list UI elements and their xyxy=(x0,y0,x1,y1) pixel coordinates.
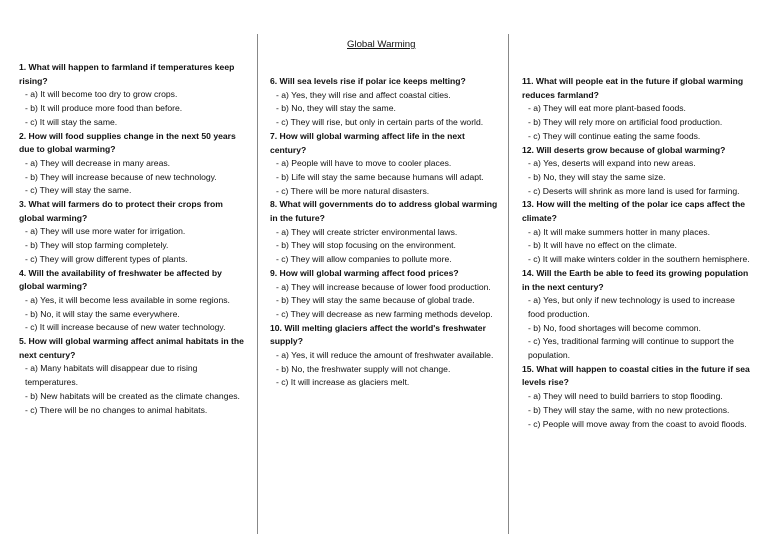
question-text: 4. Will the availability of freshwater be affected by global warming? xyxy=(19,267,222,292)
question-block xyxy=(522,363,750,432)
answer-option: - a) It will make summers hotter in many places. xyxy=(528,226,710,237)
question-text: 12. Will deserts grow because of global warming? xyxy=(522,144,726,155)
question-block xyxy=(19,267,247,336)
answer-option: - c) Deserts will shrink as more land is used for farming. xyxy=(528,185,740,196)
answer-option: - c) It will make winters colder in the southern hemisphere. xyxy=(528,254,750,265)
question-text: 5. How will global warming affect animal habitats in the next century? xyxy=(19,336,244,360)
question-block xyxy=(270,267,498,322)
question-block xyxy=(19,198,247,267)
answer-option: - b) They will stop focusing on the environment. xyxy=(276,240,456,251)
question-block xyxy=(522,198,750,267)
question-block xyxy=(19,61,247,130)
answer-option: - b) Life will stay the same because humans will adapt. xyxy=(276,171,484,182)
column-1 xyxy=(19,61,247,417)
question-text: 3. What will farmers do to protect their crops from global warming? xyxy=(19,199,223,223)
answer-option: - b) It will have no effect on the climate. xyxy=(528,240,677,251)
answer-option: - b) No, they will stay the same. xyxy=(276,103,396,114)
question-block xyxy=(19,335,247,417)
question-text: 6. Will sea levels rise if polar ice keeps melting? xyxy=(270,76,466,86)
answer-option: - c) They will stay the same. xyxy=(25,185,132,196)
answer-option: - a) They will need to build barriers to stop flooding. xyxy=(528,391,723,402)
answer-option: - b) No, they will stay the same size. xyxy=(528,171,666,182)
answer-option: - b) No, it will stay the same everywhere. xyxy=(25,308,180,319)
question-text: 9. How will global warming affect food prices? xyxy=(270,267,459,278)
answer-option: - b) They will stay the same because of global trade. xyxy=(276,295,475,306)
answer-option: - a) They will increase because of lower food production. xyxy=(276,281,491,292)
answer-option: - b) No, the freshwater supply will not change. xyxy=(276,363,451,374)
answer-option: - c) They will continue eating the same foods. xyxy=(528,130,701,141)
question-block xyxy=(270,198,498,267)
answer-option: - b) They will stop farming completely. xyxy=(25,240,169,251)
question-block xyxy=(270,322,498,391)
question-block xyxy=(270,130,498,199)
answer-option: - c) They will rise, but only in certain parts of the world. xyxy=(276,117,484,128)
question-block xyxy=(522,75,750,144)
answer-option: - c) It will stay the same. xyxy=(25,116,118,127)
answer-option: - c) They will decrease as new farming methods develop. xyxy=(276,308,493,319)
answer-option: - c) Yes, traditional farming will continue to support the population. xyxy=(528,336,734,361)
question-text: 15. What will happen to coastal cities in the future if sea levels rise? xyxy=(522,363,750,388)
answer-option: - b) New habitats will be created as the climate changes. xyxy=(25,390,240,401)
page-title: Global Warming xyxy=(347,39,416,50)
question-text: 14. Will the Earth be able to feed its growing population in the next century? xyxy=(522,267,749,292)
column-2 xyxy=(270,75,498,390)
answer-option: - a) Yes, it will become less available in some regions. xyxy=(25,294,230,305)
question-text: 1. What will happen to farmland if temperatures keep rising? xyxy=(19,62,235,86)
answer-option: - b) No, food shortages will become common. xyxy=(528,322,701,333)
answer-option: - a) Yes, they will rise and affect coastal cities. xyxy=(276,89,451,100)
answer-option: - a) Yes, deserts will expand into new areas. xyxy=(528,158,696,169)
answer-option: - a) People will have to move to cooler places. xyxy=(276,158,452,169)
question-block xyxy=(522,267,750,363)
answer-option: - a) Yes, it will reduce the amount of freshwater available. xyxy=(276,350,494,361)
answer-option: - a) They will decrease in many areas. xyxy=(25,157,171,168)
answer-option: - c) There will be more natural disasters. xyxy=(276,185,430,196)
answer-option: - a) It will become too dry to grow crops. xyxy=(25,89,178,100)
answer-option: - a) They will create stricter environmental laws. xyxy=(276,226,458,237)
question-block xyxy=(270,75,498,130)
question-block xyxy=(522,144,750,199)
answer-option: - c) People will move away from the coast to avoid floods. xyxy=(528,418,747,429)
answer-option: - b) They will stay the same, with no new protections. xyxy=(528,404,730,415)
question-text: 10. Will melting glaciers affect the world's freshwater supply? xyxy=(270,322,486,347)
question-text: 13. How will the melting of the polar ice caps affect the climate? xyxy=(522,199,746,224)
answer-option: - b) They will increase because of new technology. xyxy=(25,171,217,182)
question-block xyxy=(19,130,247,199)
answer-option: - b) It will produce more food than before. xyxy=(25,103,183,114)
answer-option: - a) Many habitats will disappear due to rising temperatures. xyxy=(25,363,198,388)
answer-option: - c) They will allow companies to pollute more. xyxy=(276,254,452,265)
answer-option: - a) They will use more water for irrigation. xyxy=(25,226,186,237)
answer-option: - a) Yes, but only if new technology is used to increase food production. xyxy=(528,295,735,319)
answer-option: - c) They will grow different types of plants. xyxy=(25,253,188,264)
answer-option: - c) It will increase because of new water technology. xyxy=(25,322,226,333)
question-text: 8. What will governments do to address global warming in the future? xyxy=(270,199,498,224)
answer-option: - b) They will rely more on artificial food production. xyxy=(528,117,723,128)
column-divider xyxy=(508,34,509,534)
question-text: 7. How will global warming affect life in the next century? xyxy=(270,130,465,155)
answer-option: - c) There will be no changes to animal habitats. xyxy=(25,404,208,415)
column-divider xyxy=(257,34,258,534)
question-text: 11. What will people eat in the future if global warming reduces farmland? xyxy=(522,76,744,100)
answer-option: - c) It will increase as glaciers melt. xyxy=(276,377,410,388)
answer-option: - a) They will eat more plant-based foods. xyxy=(528,103,686,114)
column-3 xyxy=(522,75,750,431)
question-text: 2. How will food supplies change in the next 50 years due to global warming? xyxy=(19,130,236,155)
